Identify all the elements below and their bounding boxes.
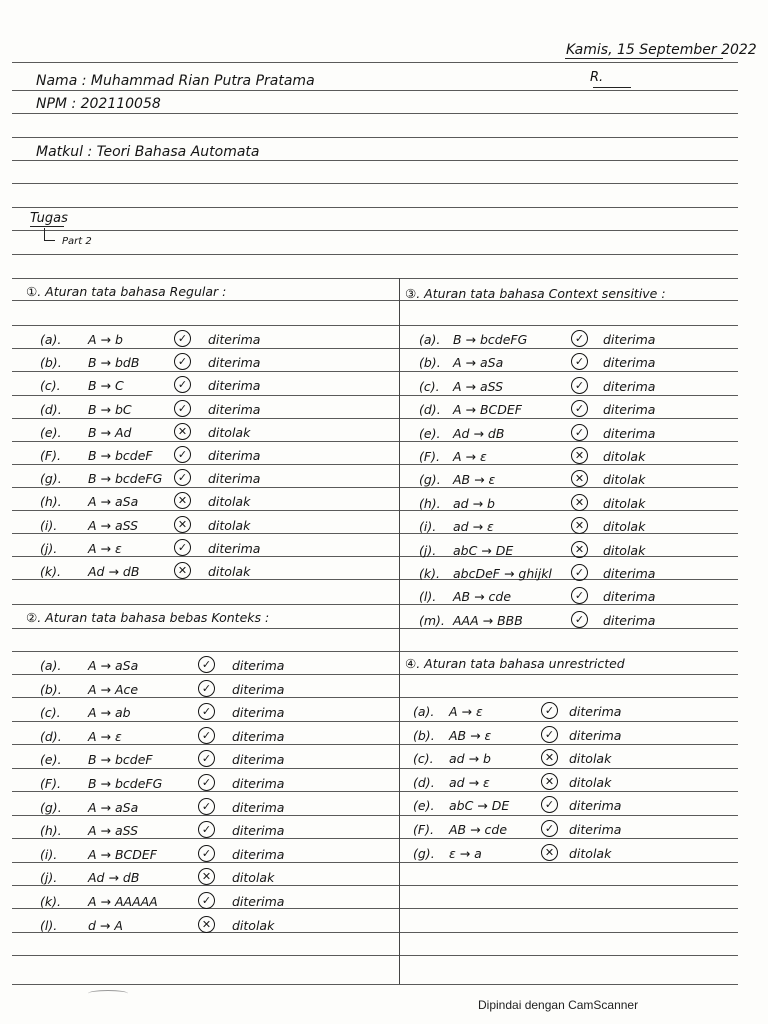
result-text: diterima xyxy=(208,471,261,487)
rule-row xyxy=(405,543,765,561)
result-text: diterima xyxy=(232,846,285,862)
result-mark-icon: ✓ xyxy=(198,774,215,791)
result-mark-icon: ✕ xyxy=(541,749,558,766)
rule-label: (g). xyxy=(419,472,441,488)
rule-row xyxy=(405,728,765,746)
result-text: ditolak xyxy=(603,495,646,511)
result-text: ditolak xyxy=(232,917,275,933)
production-rule: B → bcdeF xyxy=(88,448,153,463)
date-underline xyxy=(565,58,723,59)
section-title: ③. Aturan tata bahasa Context sensitive : xyxy=(405,286,666,301)
ruled-line xyxy=(12,90,738,91)
rule-row xyxy=(26,870,386,888)
result-text: ditolak xyxy=(603,519,646,535)
result-text: ditolak xyxy=(208,424,251,440)
rule-row xyxy=(26,776,386,794)
result-text: diterima xyxy=(603,566,656,581)
rule-row xyxy=(26,332,386,350)
result-mark-icon: ✕ xyxy=(571,541,588,558)
rule-row xyxy=(26,425,386,443)
production-rule: AAA → BBB xyxy=(453,612,523,628)
rule-label: (d). xyxy=(40,401,62,417)
production-rule: A → b xyxy=(88,332,123,347)
rule-row xyxy=(405,379,765,397)
rule-label: (i). xyxy=(40,517,58,533)
rule-row xyxy=(26,729,386,747)
production-rule: AB → ε xyxy=(449,727,492,743)
result-mark-icon: ✓ xyxy=(571,587,588,604)
rule-label: (F). xyxy=(419,449,440,464)
rule-row xyxy=(405,449,765,467)
result-text: diterima xyxy=(603,612,656,628)
production-rule: A → ε xyxy=(88,728,122,744)
rule-label: (m). xyxy=(419,612,445,628)
rule-row xyxy=(405,519,765,537)
rule-row xyxy=(405,798,765,816)
ruled-line xyxy=(12,984,738,985)
result-mark-icon: ✓ xyxy=(198,703,215,720)
production-rule: AB → ε xyxy=(453,472,496,488)
ruled-line xyxy=(12,113,738,114)
production-rule: ad → b xyxy=(453,495,495,511)
ruled-line xyxy=(12,278,738,279)
rule-row xyxy=(26,541,386,559)
rule-label: (c). xyxy=(413,751,434,767)
result-text: diterima xyxy=(603,589,656,605)
result-text: ditolak xyxy=(569,774,612,790)
rule-label: (j). xyxy=(40,540,58,556)
result-mark-icon: ✓ xyxy=(198,821,215,838)
rule-label: (g). xyxy=(40,799,62,815)
rule-label: (g). xyxy=(40,471,62,487)
result-text: diterima xyxy=(232,681,285,697)
production-rule: ad → ε xyxy=(449,774,490,790)
production-rule: A → ε xyxy=(453,449,487,464)
production-rule: ε → a xyxy=(449,845,482,861)
result-text: ditolak xyxy=(603,542,646,558)
result-mark-icon: ✕ xyxy=(174,516,191,533)
result-mark-icon: ✓ xyxy=(198,845,215,862)
rule-row xyxy=(26,448,386,466)
rule-label: (i). xyxy=(40,846,58,862)
ruled-line xyxy=(12,160,738,161)
rule-label: (d). xyxy=(413,774,435,790)
rule-row xyxy=(405,402,765,420)
result-text: diterima xyxy=(208,401,261,417)
ruled-line xyxy=(12,62,738,63)
production-rule: A → AAAAA xyxy=(88,894,158,909)
production-rule: A → aSS xyxy=(88,517,139,533)
production-rule: A → BCDEF xyxy=(453,402,522,418)
production-rule: A → aSS xyxy=(88,823,139,839)
section-title: ②. Aturan tata bahasa bebas Konteks : xyxy=(26,610,270,625)
rule-label: (b). xyxy=(419,355,441,371)
ruled-line xyxy=(12,651,738,652)
ruled-line xyxy=(12,183,738,184)
rule-label: (c). xyxy=(419,378,440,394)
production-rule: A → aSa xyxy=(453,355,504,371)
rule-label: (l). xyxy=(40,917,58,933)
result-mark-icon: ✕ xyxy=(198,916,215,933)
production-rule: A → aSS xyxy=(453,378,504,394)
course-field: Matkul : Teori Bahasa Automata xyxy=(36,144,260,160)
ruled-line xyxy=(12,230,738,231)
rule-label: (F). xyxy=(413,822,434,837)
rule-row xyxy=(26,894,386,912)
rule-label: (k). xyxy=(419,566,440,581)
rule-row xyxy=(405,846,765,864)
rule-label: (a). xyxy=(40,658,62,673)
rule-row xyxy=(26,752,386,770)
production-rule: ad → b xyxy=(449,751,491,767)
result-text: ditolak xyxy=(208,494,251,510)
tugas-underline xyxy=(30,226,64,227)
rule-label: (a). xyxy=(40,332,62,347)
result-text: diterima xyxy=(232,823,285,839)
result-mark-icon: ✓ xyxy=(571,611,588,628)
result-text: ditolak xyxy=(208,564,251,579)
hook-arrow-icon xyxy=(44,228,55,241)
result-text: diterima xyxy=(208,540,261,556)
production-rule: A → ε xyxy=(449,704,483,719)
rule-row xyxy=(26,378,386,396)
result-mark-icon: ✕ xyxy=(541,773,558,790)
column-divider xyxy=(399,278,400,984)
result-mark-icon: ✓ xyxy=(174,446,191,463)
rule-row xyxy=(405,704,765,722)
production-rule: ad → ε xyxy=(453,519,494,535)
production-rule: A → aSa xyxy=(88,494,139,510)
result-mark-icon: ✓ xyxy=(541,820,558,837)
production-rule: AB → cde xyxy=(453,589,512,605)
rule-label: (e). xyxy=(413,798,435,814)
result-text: diterima xyxy=(569,822,622,837)
result-mark-icon: ✓ xyxy=(174,469,191,486)
production-rule: B → Ad xyxy=(88,424,132,440)
npm-field: NPM : 202110058 xyxy=(36,96,161,112)
production-rule: A → aSa xyxy=(88,658,139,673)
rule-label: (b). xyxy=(40,681,62,697)
rule-label: (k). xyxy=(40,564,61,579)
result-text: diterima xyxy=(569,704,622,719)
production-rule: A → BCDEF xyxy=(88,846,157,862)
result-mark-icon: ✓ xyxy=(541,726,558,743)
rule-label: (c). xyxy=(40,378,61,394)
production-rule: B → bdB xyxy=(88,355,140,371)
result-text: diterima xyxy=(232,799,285,815)
rule-label: (d). xyxy=(40,728,62,744)
result-mark-icon: ✕ xyxy=(571,447,588,464)
date-text: Kamis, 15 September 2022 xyxy=(566,42,757,58)
rule-label: (d). xyxy=(419,402,441,418)
signature-line xyxy=(593,87,631,88)
result-mark-icon: ✓ xyxy=(198,798,215,815)
rule-row xyxy=(26,847,386,865)
rule-label: (b). xyxy=(40,355,62,371)
production-rule: Ad → dB xyxy=(88,870,140,886)
result-mark-icon: ✓ xyxy=(198,892,215,909)
rule-label: (c). xyxy=(40,705,61,721)
result-mark-icon: ✓ xyxy=(198,750,215,767)
result-mark-icon: ✓ xyxy=(571,330,588,347)
rule-row xyxy=(26,682,386,700)
page-curl-mark xyxy=(88,990,128,997)
result-mark-icon: ✕ xyxy=(198,868,215,885)
result-mark-icon: ✕ xyxy=(571,517,588,534)
rule-row xyxy=(405,332,765,350)
result-text: diterima xyxy=(208,378,261,394)
result-text: diterima xyxy=(208,332,261,347)
result-mark-icon: ✓ xyxy=(541,796,558,813)
result-text: diterima xyxy=(603,402,656,418)
result-mark-icon: ✓ xyxy=(198,727,215,744)
rule-row xyxy=(26,658,386,676)
ruled-line xyxy=(12,137,738,138)
result-mark-icon: ✓ xyxy=(541,702,558,719)
result-text: diterima xyxy=(208,355,261,371)
rule-row xyxy=(26,564,386,582)
result-text: diterima xyxy=(208,448,261,463)
rule-label: (b). xyxy=(413,727,435,743)
rule-row xyxy=(26,518,386,536)
result-mark-icon: ✕ xyxy=(541,844,558,861)
rule-row xyxy=(26,918,386,936)
result-mark-icon: ✕ xyxy=(174,492,191,509)
rule-label: (e). xyxy=(419,425,441,441)
rule-row xyxy=(405,496,765,514)
result-mark-icon: ✓ xyxy=(571,377,588,394)
rule-label: (k). xyxy=(40,894,61,909)
result-mark-icon: ✕ xyxy=(571,470,588,487)
production-rule: A → ab xyxy=(88,705,131,721)
result-mark-icon: ✓ xyxy=(571,424,588,441)
result-text: ditolak xyxy=(208,517,251,533)
result-mark-icon: ✓ xyxy=(198,656,215,673)
result-mark-icon: ✓ xyxy=(174,330,191,347)
result-text: diterima xyxy=(569,798,622,814)
rule-row xyxy=(26,705,386,723)
result-mark-icon: ✕ xyxy=(174,423,191,440)
production-rule: abcDeF → ghijkl xyxy=(453,566,552,581)
result-mark-icon: ✓ xyxy=(571,353,588,370)
result-mark-icon: ✓ xyxy=(571,564,588,581)
tugas-heading: Tugas xyxy=(30,211,68,226)
part-label: Part 2 xyxy=(62,236,92,247)
production-rule: abC → DE xyxy=(453,542,514,558)
production-rule: abC → DE xyxy=(449,798,510,814)
production-rule: Ad → dB xyxy=(453,425,505,441)
rule-row xyxy=(26,355,386,373)
ruled-line xyxy=(12,254,738,255)
rule-label: (l). xyxy=(419,589,437,605)
rule-row xyxy=(405,472,765,490)
production-rule: B → bcdeFG xyxy=(88,471,163,487)
production-rule: A → ε xyxy=(88,540,122,556)
production-rule: B → C xyxy=(88,378,124,394)
rule-label: (i). xyxy=(419,519,437,535)
section-title: ④. Aturan tata bahasa unrestricted xyxy=(405,656,625,671)
result-text: ditolak xyxy=(232,870,275,886)
result-text: diterima xyxy=(603,425,656,441)
rule-row xyxy=(405,822,765,840)
scanner-watermark: Dipindai dengan CamScanner xyxy=(478,998,639,1012)
production-rule: B → bcdeFG xyxy=(88,776,163,791)
production-rule: A → Ace xyxy=(88,681,139,697)
rule-label: (j). xyxy=(40,870,58,886)
rule-row xyxy=(405,751,765,769)
result-mark-icon: ✕ xyxy=(571,494,588,511)
result-text: diterima xyxy=(569,727,622,743)
name-field: Nama : Muhammad Rian Putra Pratama xyxy=(36,73,315,89)
result-text: diterima xyxy=(603,355,656,371)
rule-row xyxy=(26,800,386,818)
rule-row xyxy=(405,589,765,607)
rule-row xyxy=(405,775,765,793)
production-rule: B → bcdeF xyxy=(88,752,153,768)
production-rule: B → bC xyxy=(88,401,132,417)
result-mark-icon: ✓ xyxy=(174,539,191,556)
result-text: diterima xyxy=(232,776,285,791)
result-text: diterima xyxy=(232,752,285,768)
result-mark-icon: ✓ xyxy=(198,680,215,697)
rule-label: (h). xyxy=(40,823,62,839)
result-mark-icon: ✓ xyxy=(174,353,191,370)
rule-label: (a). xyxy=(413,704,435,719)
result-text: ditolak xyxy=(569,845,612,861)
result-text: diterima xyxy=(232,658,285,673)
rule-row xyxy=(405,355,765,373)
result-text: diterima xyxy=(232,894,285,909)
production-rule: Ad → dB xyxy=(88,564,140,579)
rule-label: (F). xyxy=(40,448,61,463)
rule-row xyxy=(26,402,386,420)
rule-label: (h). xyxy=(40,494,62,510)
result-mark-icon: ✓ xyxy=(571,400,588,417)
result-text: ditolak xyxy=(603,449,646,464)
ruled-line xyxy=(12,955,738,956)
result-text: ditolak xyxy=(603,472,646,488)
rule-row xyxy=(26,494,386,512)
production-rule: B → bcdeFG xyxy=(453,332,528,347)
result-mark-icon: ✓ xyxy=(174,376,191,393)
result-text: diterima xyxy=(232,728,285,744)
result-text: diterima xyxy=(603,332,656,347)
production-rule: d → A xyxy=(88,917,123,933)
rule-label: (e). xyxy=(40,752,62,768)
rule-row xyxy=(405,426,765,444)
result-text: diterima xyxy=(232,705,285,721)
ruled-line xyxy=(12,207,738,208)
rule-label: (F). xyxy=(40,776,61,791)
rule-label: (j). xyxy=(419,542,437,558)
rule-label: (a). xyxy=(419,332,441,347)
result-text: ditolak xyxy=(569,751,612,767)
rule-row xyxy=(405,613,765,631)
rule-label: (e). xyxy=(40,424,62,440)
result-text: diterima xyxy=(603,378,656,394)
production-rule: A → aSa xyxy=(88,799,139,815)
result-mark-icon: ✓ xyxy=(174,400,191,417)
production-rule: AB → cde xyxy=(449,822,508,837)
rule-label: (g). xyxy=(413,845,435,861)
rule-row xyxy=(26,471,386,489)
signature: R. xyxy=(590,70,604,85)
rule-row xyxy=(26,823,386,841)
rule-row xyxy=(405,566,765,584)
rule-label: (h). xyxy=(419,495,441,511)
section-title: ①. Aturan tata bahasa Regular : xyxy=(26,284,227,299)
result-mark-icon: ✕ xyxy=(174,562,191,579)
ruled-line xyxy=(12,325,738,326)
